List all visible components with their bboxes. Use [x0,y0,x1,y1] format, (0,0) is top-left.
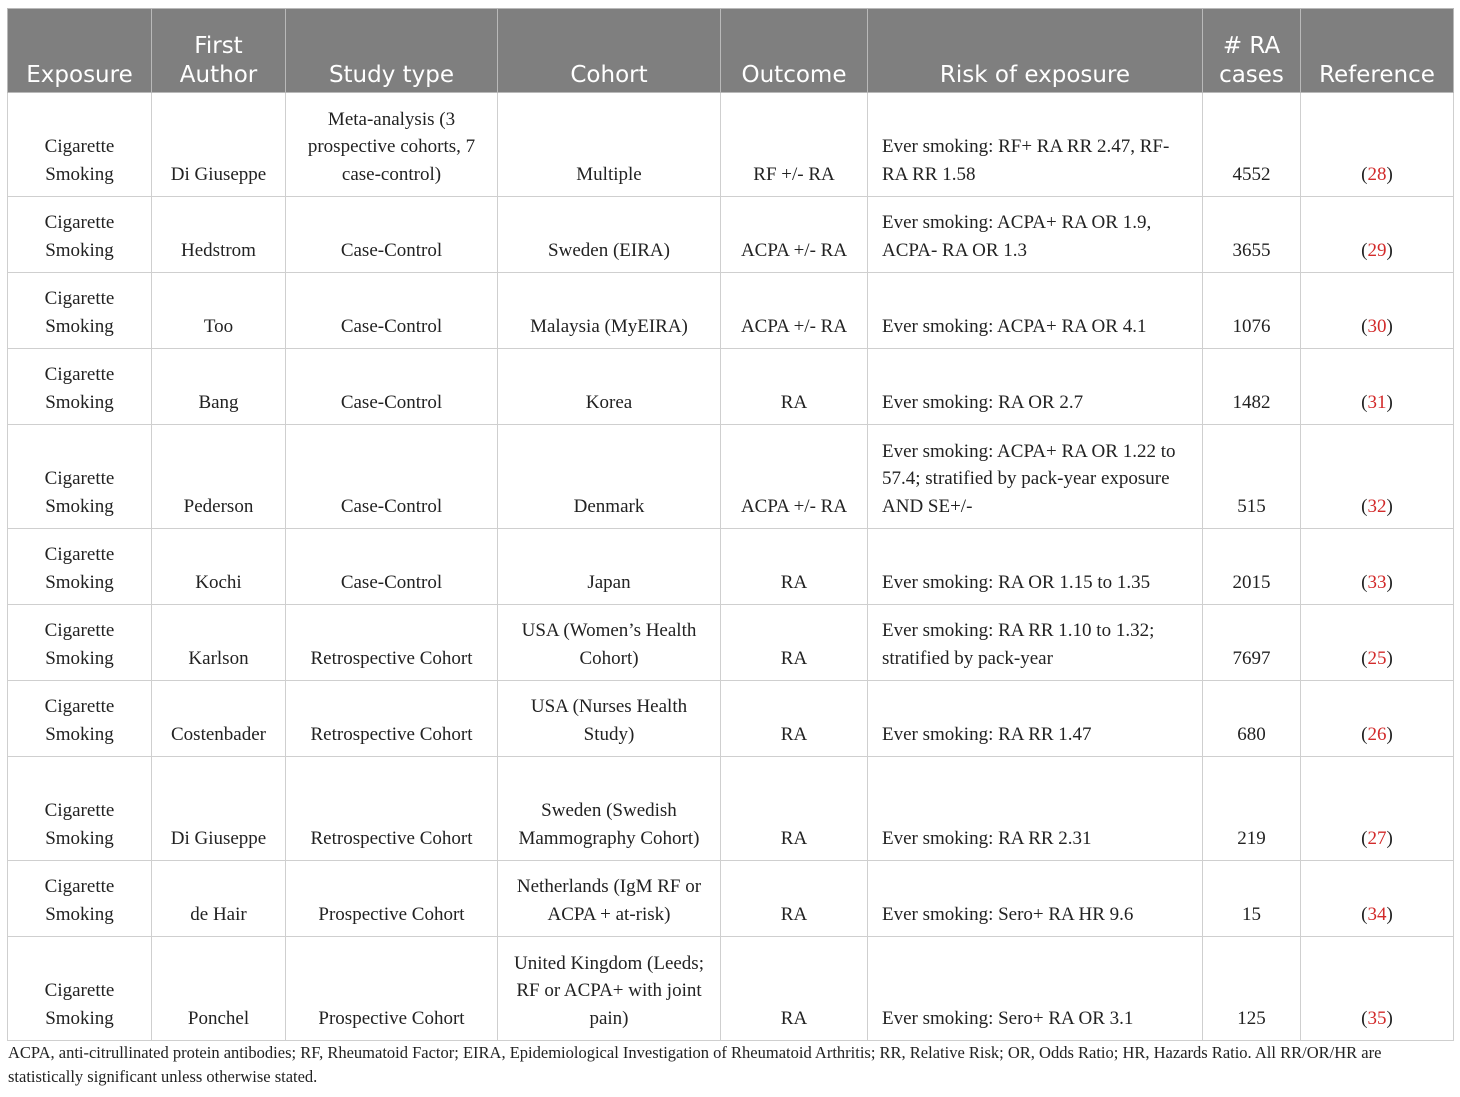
risk-cell: Ever smoking: Sero+ RA HR 9.6 [868,861,1203,937]
reference-cell: (30) [1301,273,1454,349]
header-first-author: First Author [152,9,286,93]
risk-cell: Ever smoking: ACPA+ RA OR 1.9, ACPA- RA OR 1.3 [868,197,1203,273]
exposure-cell: Cigarette Smoking [8,861,152,937]
cohort-cell: Sweden (EIRA) [498,197,721,273]
outcome-cell: RA [721,937,868,1041]
study-type-cell: Case-Control [286,425,498,529]
ra-cases-cell: 4552 [1203,93,1301,197]
ra-cases-cell: 1482 [1203,349,1301,425]
header-study-type: Study type [286,9,498,93]
risk-cell: Ever smoking: RF+ RA RR 2.47, RF- RA RR 1.58 [868,93,1203,197]
reference-cell: (32) [1301,425,1454,529]
reference-cell: (28) [1301,93,1454,197]
first-author-cell: Di Giuseppe [152,757,286,861]
reference-link[interactable]: 28 [1367,163,1387,185]
risk-cell: Ever smoking: RA RR 2.31 [868,757,1203,861]
reference-cell: (27) [1301,757,1454,861]
study-type-cell: Retrospective Cohort [286,757,498,861]
outcome-cell: ACPA +/- RA [721,197,868,273]
first-author-cell: Hedstrom [152,197,286,273]
table-row [8,425,1454,529]
header-ra-cases: # RA cases [1203,9,1301,93]
ra-cases-cell: 1076 [1203,273,1301,349]
reference-link[interactable]: 32 [1367,495,1387,517]
reference-cell: (35) [1301,937,1454,1041]
ra-cases-cell: 680 [1203,681,1301,757]
reference-cell: (25) [1301,605,1454,681]
study-type-cell: Retrospective Cohort [286,605,498,681]
outcome-cell: RA [721,529,868,605]
table-row [8,937,1454,1041]
risk-cell: Ever smoking: ACPA+ RA OR 1.22 to 57.4; stratified by pack-year exposure AND SE+/- [868,425,1203,529]
reference-cell: (31) [1301,349,1454,425]
ra-cases-cell: 3655 [1203,197,1301,273]
reference-link[interactable]: 34 [1367,903,1387,925]
table-row [8,349,1454,425]
reference-link[interactable]: 35 [1367,1007,1387,1029]
outcome-cell: RA [721,681,868,757]
cohort-cell: USA (Nurses Health Study) [498,681,721,757]
study-type-cell: Case-Control [286,273,498,349]
first-author-cell: Ponchel [152,937,286,1041]
exposure-cell: Cigarette Smoking [8,273,152,349]
reference-cell: (26) [1301,681,1454,757]
first-author-cell: Costenbader [152,681,286,757]
cohort-cell: Korea [498,349,721,425]
ra-cases-cell: 219 [1203,757,1301,861]
first-author-cell: Too [152,273,286,349]
table-row [8,529,1454,605]
cohort-cell: Malaysia (MyEIRA) [498,273,721,349]
study-type-cell: Case-Control [286,197,498,273]
risk-cell: Ever smoking: RA OR 2.7 [868,349,1203,425]
exposure-cell: Cigarette Smoking [8,425,152,529]
study-type-cell: Case-Control [286,529,498,605]
study-type-cell: Prospective Cohort [286,937,498,1041]
header-exposure: Exposure [8,9,152,93]
risk-cell: Ever smoking: RA OR 1.15 to 1.35 [868,529,1203,605]
exposure-cell: Cigarette Smoking [8,349,152,425]
header-outcome: Outcome [721,9,868,93]
cohort-cell: United Kingdom (Leeds; RF or ACPA+ with joint pain) [498,937,721,1041]
outcome-cell: ACPA +/- RA [721,425,868,529]
ra-cases-cell: 7697 [1203,605,1301,681]
first-author-cell: Bang [152,349,286,425]
study-type-cell: Prospective Cohort [286,861,498,937]
outcome-cell: RA [721,349,868,425]
study-table [7,8,1454,1041]
risk-cell: Ever smoking: Sero+ RA OR 3.1 [868,937,1203,1041]
outcome-cell: RA [721,757,868,861]
cohort-cell: Denmark [498,425,721,529]
header-row [8,9,1454,93]
cohort-cell: Netherlands (IgM RF or ACPA + at-risk) [498,861,721,937]
reference-link[interactable]: 27 [1367,827,1387,849]
reference-link[interactable]: 33 [1367,571,1387,593]
reference-link[interactable]: 25 [1367,647,1387,669]
reference-link[interactable]: 26 [1367,723,1387,745]
ra-cases-cell: 15 [1203,861,1301,937]
exposure-cell: Cigarette Smoking [8,93,152,197]
reference-link[interactable]: 29 [1367,239,1387,261]
outcome-cell: RA [721,605,868,681]
cohort-cell: Sweden (Swedish Mammography Cohort) [498,757,721,861]
exposure-cell: Cigarette Smoking [8,529,152,605]
study-type-cell: Case-Control [286,349,498,425]
cohort-cell: USA (Women’s Health Cohort) [498,605,721,681]
ra-cases-cell: 515 [1203,425,1301,529]
reference-cell: (33) [1301,529,1454,605]
first-author-cell: Karlson [152,605,286,681]
table-row [8,681,1454,757]
risk-cell: Ever smoking: RA RR 1.10 to 1.32; stratified by pack-year [868,605,1203,681]
exposure-cell: Cigarette Smoking [8,197,152,273]
exposure-cell: Cigarette Smoking [8,681,152,757]
first-author-cell: Pederson [152,425,286,529]
ra-cases-cell: 2015 [1203,529,1301,605]
table-row [8,273,1454,349]
first-author-cell: Kochi [152,529,286,605]
table-row [8,757,1454,861]
exposure-cell: Cigarette Smoking [8,605,152,681]
risk-cell: Ever smoking: RA RR 1.47 [868,681,1203,757]
header-risk-of-exposure: Risk of exposure [868,9,1203,93]
reference-link[interactable]: 30 [1367,315,1387,337]
table-footnote: ACPA, anti-citrullinated protein antibodies; RF, Rheumatoid Factor; EIRA, Epidemiological Investigation of Rheumatoid Arthritis; RR, Relative Risk; OR, Odds Ratio; HR, Hazards Ratio. All RR/OR/HR are statistically significant unless otherwise stated. [8,1043,1382,1086]
first-author-cell: de Hair [152,861,286,937]
table-row [8,93,1454,197]
cohort-cell: Multiple [498,93,721,197]
risk-cell: Ever smoking: ACPA+ RA OR 4.1 [868,273,1203,349]
header-reference: Reference [1301,9,1454,93]
table-row [8,197,1454,273]
study-type-cell: Retrospective Cohort [286,681,498,757]
first-author-cell: Di Giuseppe [152,93,286,197]
table-row [8,861,1454,937]
reference-cell: (29) [1301,197,1454,273]
ra-cases-cell: 125 [1203,937,1301,1041]
cohort-cell: Japan [498,529,721,605]
reference-cell: (34) [1301,861,1454,937]
outcome-cell: RF +/- RA [721,93,868,197]
outcome-cell: RA [721,861,868,937]
outcome-cell: ACPA +/- RA [721,273,868,349]
reference-link[interactable]: 31 [1367,391,1387,413]
exposure-cell: Cigarette Smoking [8,937,152,1041]
table-row [8,605,1454,681]
header-cohort: Cohort [498,9,721,93]
exposure-cell: Cigarette Smoking [8,757,152,861]
study-type-cell: Meta-analysis (3 prospective cohorts, 7 case-control) [286,93,498,197]
